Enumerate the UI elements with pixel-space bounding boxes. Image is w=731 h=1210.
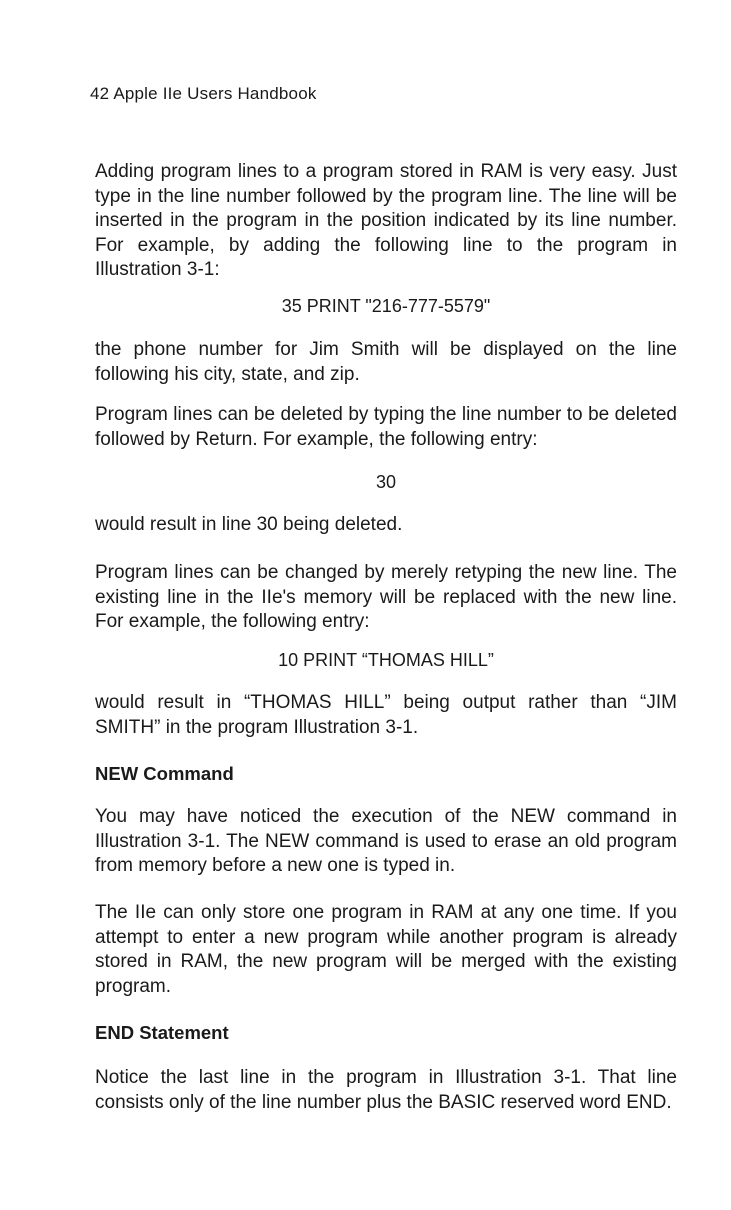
code-example-delete: 30 bbox=[375, 472, 397, 492]
paragraph-single-program: The IIe can only store one program in RAM at any one time. If you attempt to enter a new program while another program is already stored in RAM, the new program will be merged with the existing program. bbox=[95, 902, 677, 997]
paragraph-changing-lines: Program lines can be changed by merely retyping the new line. The existing line in the IIe's memory will be replaced with the new line. For example, the following entry: bbox=[95, 562, 677, 633]
code-example-print-name: 10 PRINT “THOMAS HILL” bbox=[278, 650, 494, 670]
page-number: 42 bbox=[90, 84, 110, 103]
book-title: Apple IIe Users Handbook bbox=[113, 84, 317, 103]
paragraph-delete-result: would result in line 30 being deleted. bbox=[95, 514, 403, 535]
paragraph-new-command: You may have noticed the execution of the NEW command in Illustration 3-1. The NEW command is used to erase an old program from memory before a new one is typed in. bbox=[95, 806, 677, 877]
heading-new-command: NEW Command bbox=[95, 763, 234, 784]
running-header bbox=[90, 84, 317, 104]
paragraph-end-statement: Notice the last line in the program in Illustration 3-1. That line consists only of the line number plus the BASIC reserved word END. bbox=[95, 1067, 677, 1113]
code-example-print-phone: 35 PRINT "216-777-5579" bbox=[281, 296, 491, 316]
heading-end-statement: END Statement bbox=[95, 1022, 229, 1043]
paragraph-adding-lines: Adding program lines to a program stored in RAM is very easy. Just type in the line number followed by the program line. The line will be inserted in the program in the position indicated by its line number. For example, by adding the following line to the program in Illustration 3-1: bbox=[95, 161, 677, 281]
paragraph-change-result: would result in “THOMAS HILL” being output rather than “JIM SMITH” in the program Illustration 3-1. bbox=[95, 692, 677, 738]
paragraph-deleting-lines: Program lines can be deleted by typing the line number to be deleted followed by Return. For example, the following entry: bbox=[95, 404, 677, 450]
paragraph-phone-result: the phone number for Jim Smith will be displayed on the line following his city, state, and zip. bbox=[95, 339, 677, 385]
